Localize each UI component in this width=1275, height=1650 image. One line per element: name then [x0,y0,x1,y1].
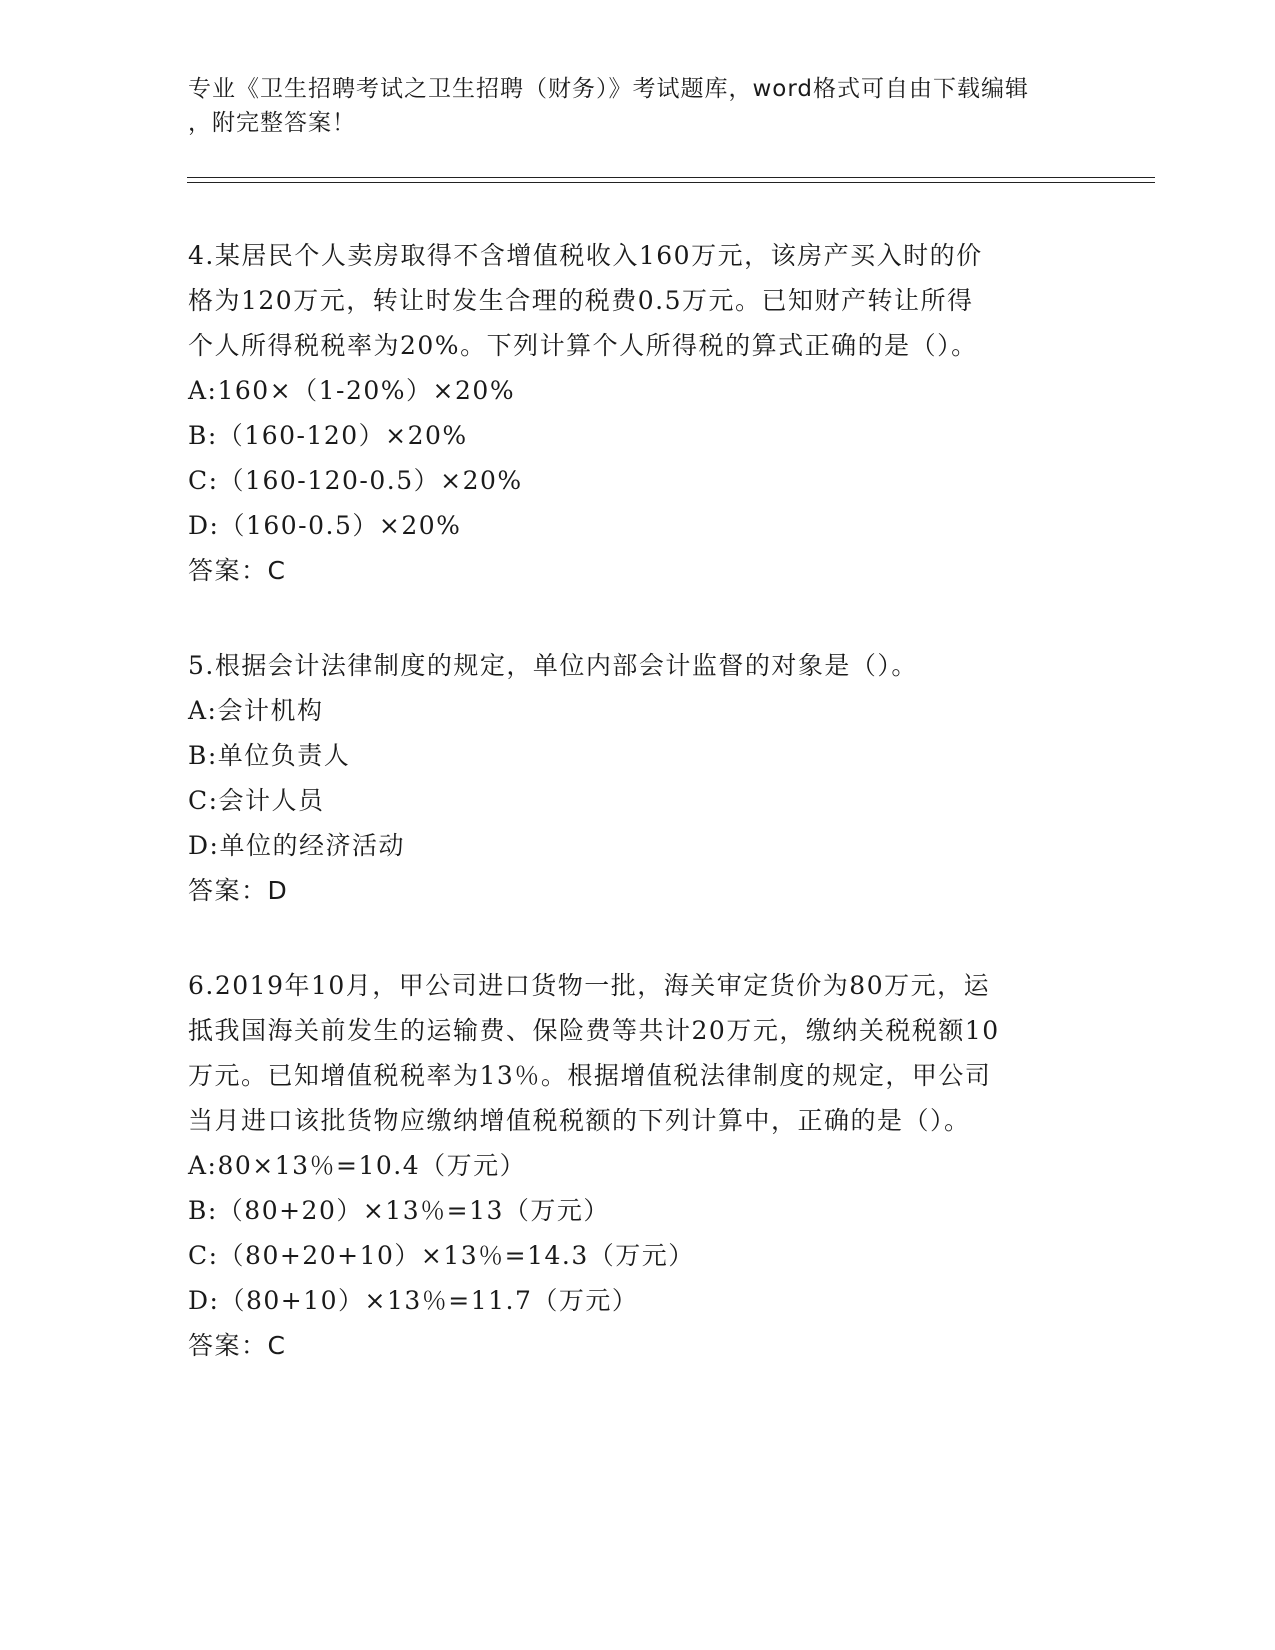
question-text-line: 当月进口该批货物应缴纳增值税税额的下列计算中，正确的是（）。 [188,1106,971,1135]
option-d: D:单位的经济活动 [188,831,405,860]
answer-label: 答案：D [188,876,289,905]
header-title-line-1: 专业《卫生招聘考试之卫生招聘（财务）》考试题库，word格式可自由下载编辑 [188,76,1030,102]
document-header [188,72,1078,140]
option-b: B:（80+20）×13％=13（万元） [188,1196,610,1225]
question-5 [188,643,1088,913]
option-d: D:（80+10）×13％=11.7（万元） [188,1286,639,1315]
question-text-line: 5.根据会计法律制度的规定，单位内部会计监督的对象是（）。 [188,651,918,680]
header-title-line-2: ，附完整答案！ [188,110,356,136]
option-c: C:（80+20+10）×13％=14.3（万元） [188,1241,695,1270]
option-b: B:单位负责人 [188,741,351,770]
question-6 [188,963,1088,1368]
option-a: A:160×（1-20%）×20% [188,376,516,405]
option-a: A:会计机构 [188,696,324,725]
answer-label: 答案：C [188,556,287,585]
question-text-line: 抵我国海关前发生的运输费、保险费等共计20万元，缴纳关税税额10 [188,1016,1000,1045]
header-divider-top [187,177,1155,178]
header-divider-bottom [187,182,1155,183]
question-text-line: 6.2019年10月，甲公司进口货物一批，海关审定货价为80万元，运 [188,971,991,1000]
option-b: B:（160-120）×20% [188,421,468,450]
question-text-line: 万元。已知增值税税率为13％。根据增值税法律制度的规定，甲公司 [188,1061,992,1090]
option-a: A:80×13％=10.4（万元） [188,1151,527,1180]
question-text-line: 个人所得税税率为20%。下列计算个人所得税的算式正确的是（）。 [188,331,978,360]
answer-label: 答案：C [188,1331,287,1360]
option-d: D:（160-0.5）×20% [188,511,462,540]
option-c: C:（160-120-0.5）×20% [188,466,523,495]
question-4 [188,233,1088,593]
question-text-line: 格为120万元，转让时发生合理的税费0.5万元。已知财产转让所得 [188,286,974,315]
question-text-line: 4.某居民个人卖房取得不含增值税收入160万元，该房产买入时的价 [188,241,983,270]
option-c: C:会计人员 [188,786,325,815]
